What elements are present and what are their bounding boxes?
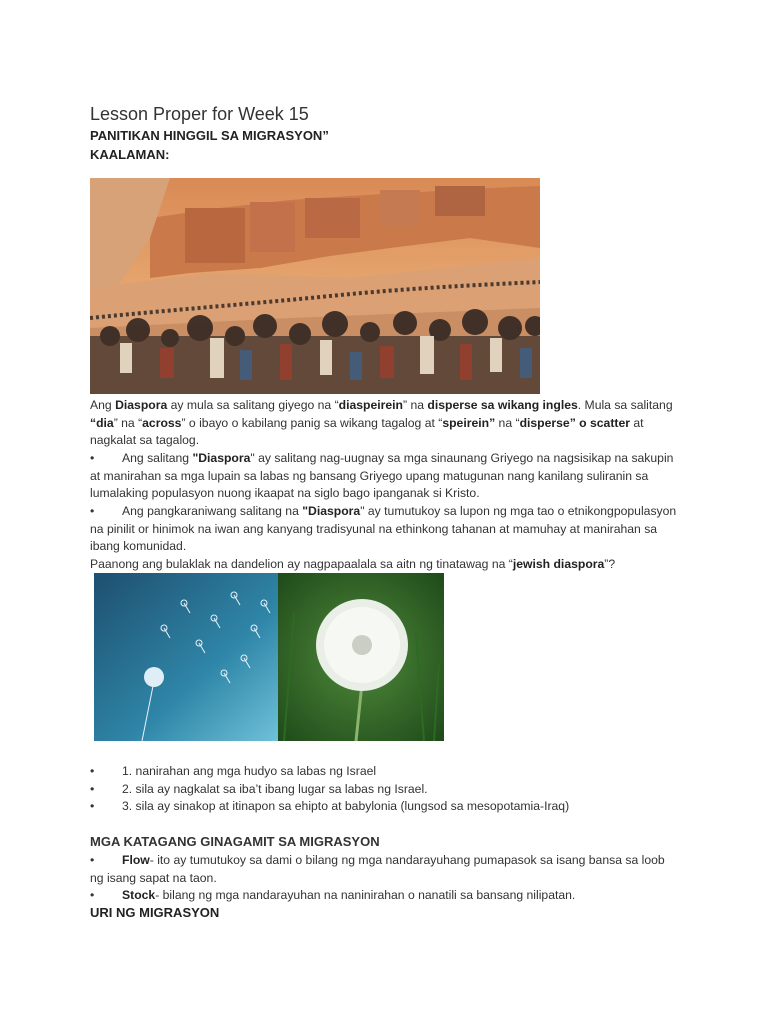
heading-uri-ng-migrasyon: URI NG MIGRASYON [90,905,220,920]
exodus-painting-image [90,178,540,394]
list-item: • 2. sila ay nagkalat sa iba’t ibang lugar sa labas ng Israel. [90,781,428,796]
paragraph-diaspora-origin: Ang Diaspora ay mula sa salitang giyego na “diaspeirein” na disperse sa wikang ingles. Mula sa salitang “dia” na “across” o ibayo o kabilang panig sa wikang tagalog at “speirein” na “disperse” o scatter at nagkalat sa tagalog. [90,398,673,448]
list-item: • 3. sila ay sinakop at itinapon sa ehipto at babylonia (lungsod sa mesopotamia-Iraq) [90,799,570,813]
paragraph-stock: • Stock- bilang ng mga nandarayuhan na naninirahan o nanatili sa bansang nilipatan. [90,888,576,902]
lesson-title: Lesson Proper for Week 15 [90,104,309,124]
paragraph-diaspora-common: • Ang pangkaraniwang salitang na "Diaspora" ay tumutukoy sa lupon ng mga tao o etnikongpopulasyon na pinilit or hinimok na iwan ang kanyang tradisyunal na ethinkong tahanan at mamuhay at manirahan sa ibang komunidad. [90,504,677,554]
dandelion-blowing-image [94,573,278,741]
paragraph-dandelion-question: Paanong ang bulaklak na dandelion ay nagpapaalala sa aitn ng tinatawag na “jewish diaspora”? [90,557,616,571]
heading-panitikan: PANITIKAN HINGGIL SA MIGRASYON” [90,128,329,143]
heading-kaalaman: KAALAMAN: [90,147,170,162]
list-item: • 1. nanirahan ang mga hudyo sa labas ng Israel [90,764,377,778]
paragraph-diaspora-greek: • Ang salitang "Diaspora" ay salitang nag-uugnay sa mga sinaunang Griyego na nagsisikap na sakupin at manirahan sa mga lupain sa labas ng bansang Griyego upang matugunan nang kanilang suliranin sa lumalaking populasyon nuong ikaapat na siglo bago ipanganak si Kristo. [90,451,674,501]
dandelion-list [90,763,569,816]
heading-katagang: MGA KATAGANG GINAGAMIT SA MIGRASYON [90,834,380,849]
dandelion-images [94,573,444,741]
paragraph-flow: • Flow- ito ay tumutukoy sa dami o bilang ng mga nandarayuhang pumapasok sa isang bansa sa loob ng isang sapat na taon. [90,853,665,885]
